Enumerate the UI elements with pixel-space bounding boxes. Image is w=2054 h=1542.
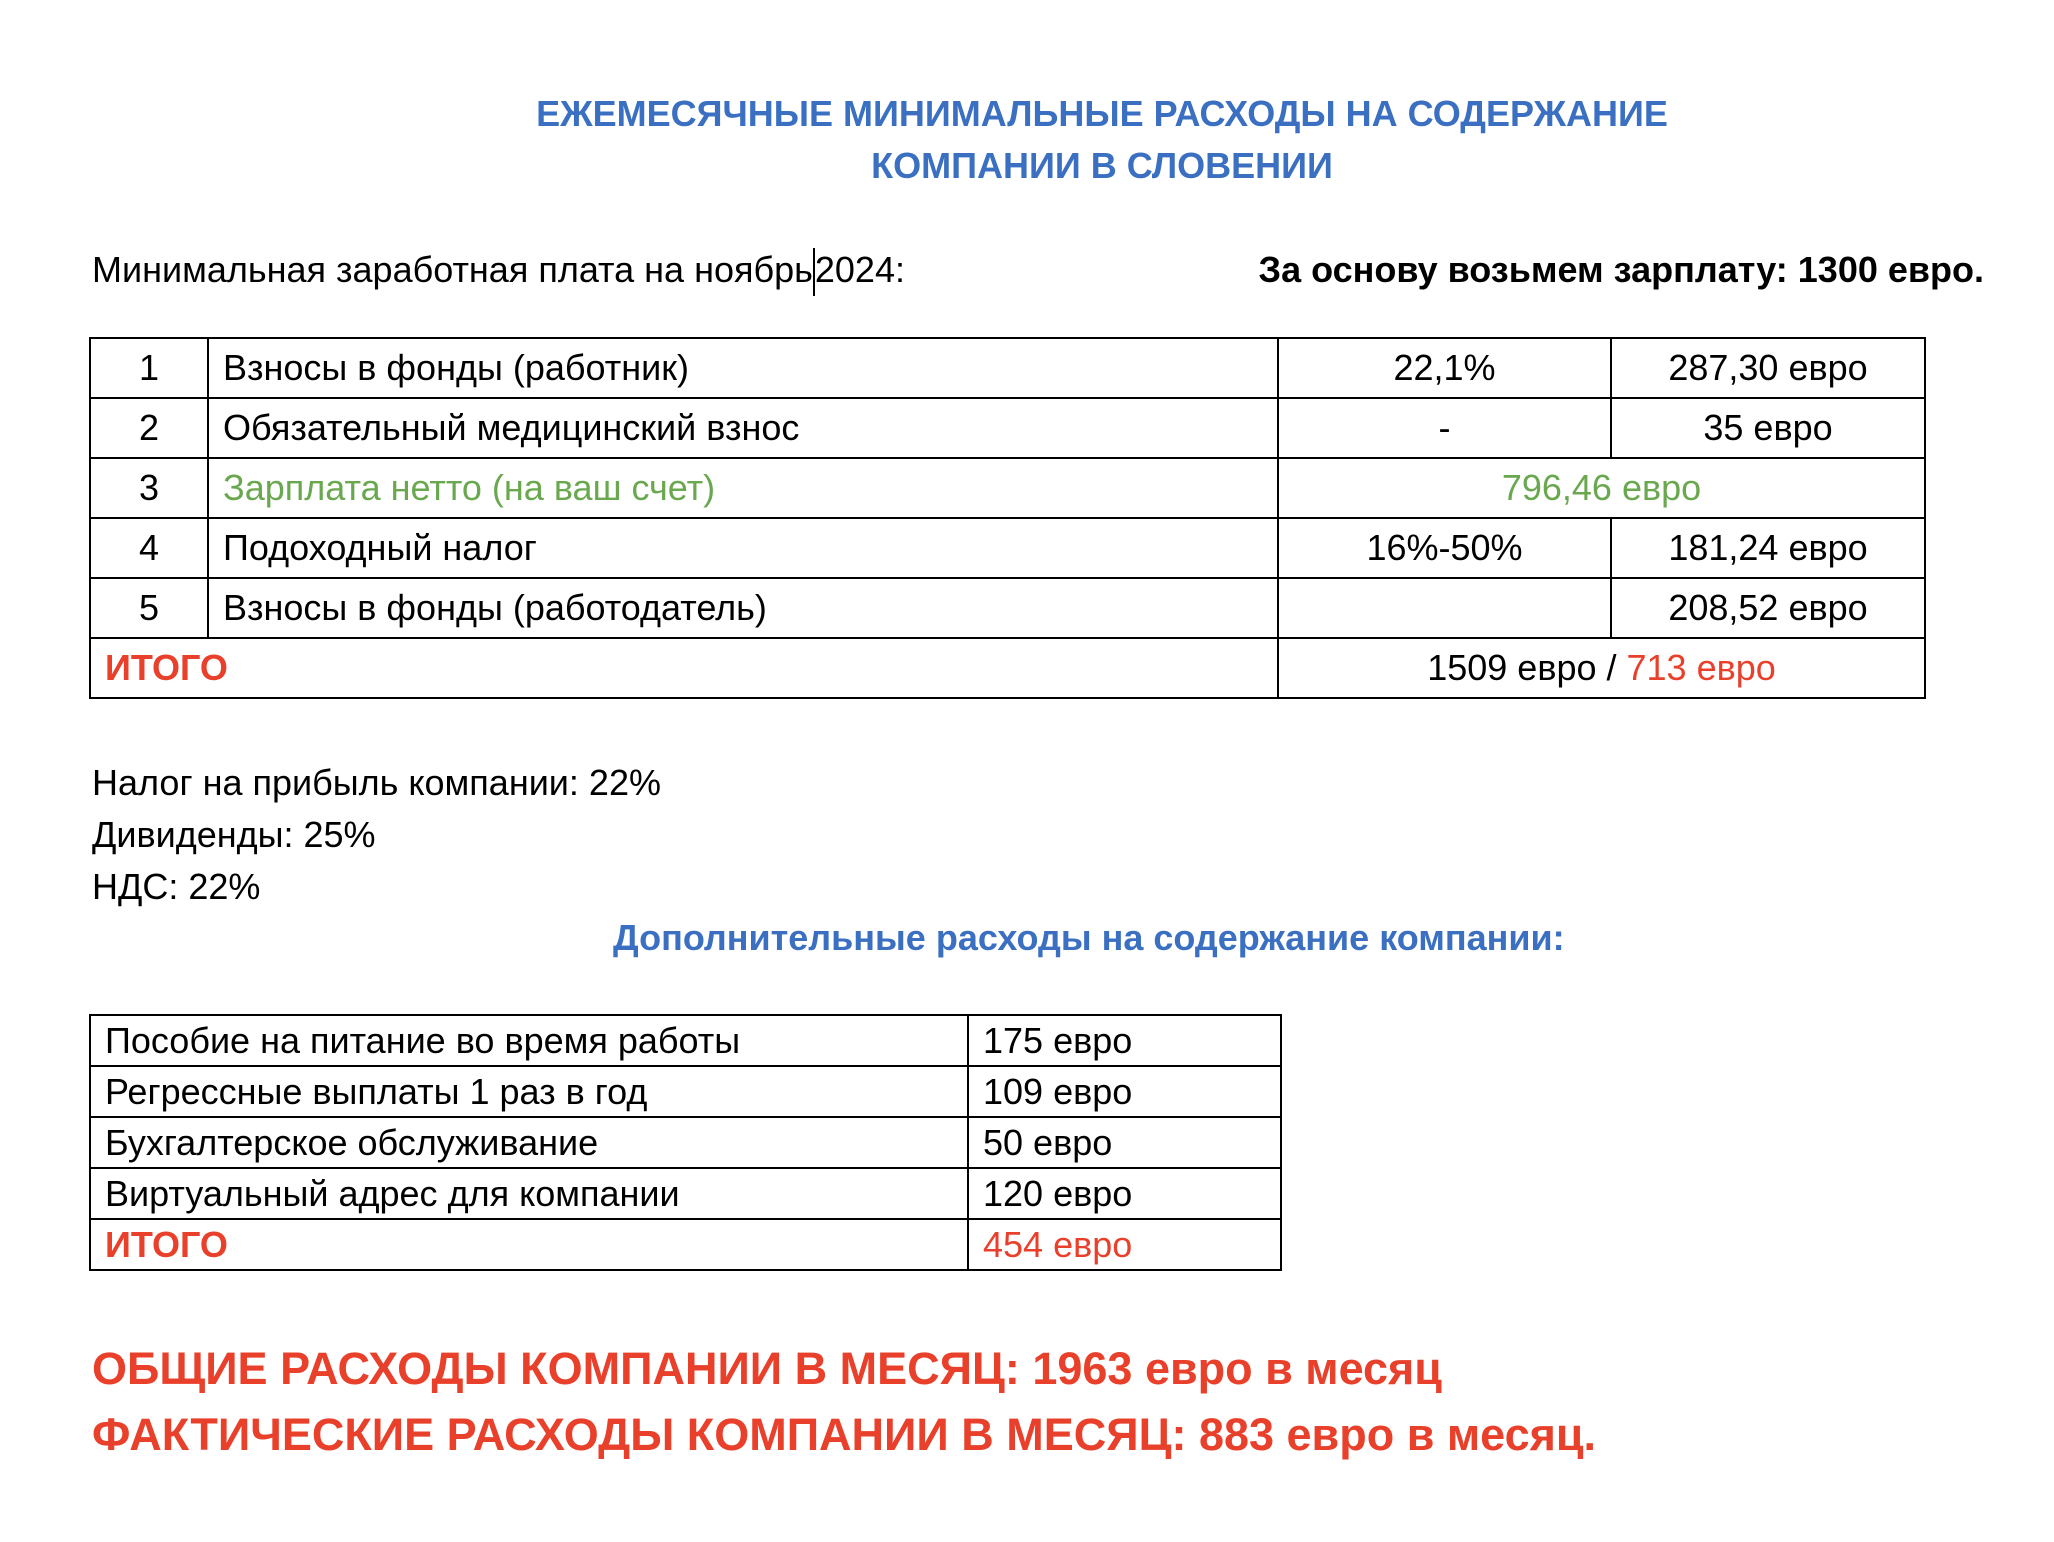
row-name: Обязательный медицинский взнос (208, 398, 1278, 458)
row-amount: 287,30 евро (1611, 338, 1925, 398)
total-value (1278, 638, 1925, 698)
total-main: 1509 евро (1427, 647, 1597, 688)
expense-label: Виртуальный адрес для компании (90, 1168, 968, 1219)
row-percent: 16%-50% (1278, 518, 1611, 578)
title-line-1: ЕЖЕМЕСЯЧНЫЕ МИНИМАЛЬНЫЕ РАСХОДЫ НА СОДЕРЖАНИЕ (536, 93, 1668, 134)
row-name: Взносы в фонды (работодатель) (208, 578, 1278, 638)
table-row (90, 1117, 1281, 1168)
row-percent (1278, 578, 1611, 638)
total-alt: 713 евро (1626, 647, 1776, 688)
row-name: Зарплата нетто (на ваш счет) (208, 458, 1278, 518)
row-number: 4 (90, 518, 208, 578)
table-row (90, 1015, 1281, 1066)
summary (92, 1336, 1596, 1468)
row-amount: 35 евро (1611, 398, 1925, 458)
table-row (90, 338, 1925, 398)
expense-value: 50 евро (968, 1117, 1281, 1168)
expense-label: Регрессные выплаты 1 раз в год (90, 1066, 968, 1117)
row-percent: - (1278, 398, 1611, 458)
min-wage-text: Минимальная заработная плата на ноябрь (92, 249, 813, 290)
row-amount: 181,24 евро (1611, 518, 1925, 578)
base-salary-note: За основу возьмем зарплату: 1300 евро. (1258, 249, 1984, 290)
expense-label: Бухгалтерское обслуживание (90, 1117, 968, 1168)
row-name: Взносы в фонды (работник) (208, 338, 1278, 398)
document-title (0, 88, 2054, 192)
row-number: 1 (90, 338, 208, 398)
profit-tax: Налог на прибыль компании: 22% (92, 762, 661, 803)
vat: НДС: 22% (92, 866, 261, 907)
extra-expenses-table (89, 1014, 1282, 1271)
table-total-row (90, 638, 1925, 698)
table-row (90, 1168, 1281, 1219)
expense-value: 175 евро (968, 1015, 1281, 1066)
actual-monthly-expenses: ФАКТИЧЕСКИЕ РАСХОДЫ КОМПАНИИ В МЕСЯЦ: 883 евро в месяц. (92, 1409, 1597, 1460)
expense-value: 120 евро (968, 1168, 1281, 1219)
tax-info (92, 757, 661, 913)
min-wage-year: 2024: (814, 249, 905, 290)
table-row (90, 1066, 1281, 1117)
row-name: Подоходный налог (208, 518, 1278, 578)
row-number: 3 (90, 458, 208, 518)
row-amount: 796,46 евро (1278, 458, 1925, 518)
row-number: 2 (90, 398, 208, 458)
expense-value: 109 евро (968, 1066, 1281, 1117)
table-row (90, 578, 1925, 638)
row-number: 5 (90, 578, 208, 638)
total-value: 454 евро (968, 1219, 1281, 1270)
title-line-2: КОМПАНИИ В СЛОВЕНИИ (871, 145, 1333, 186)
table-row (90, 398, 1925, 458)
table-row (90, 458, 1925, 518)
dividends-tax: Дивиденды: 25% (92, 814, 376, 855)
min-wage-line (92, 246, 905, 296)
total-label: ИТОГО (90, 638, 1278, 698)
row-percent: 22,1% (1278, 338, 1611, 398)
total-label: ИТОГО (90, 1219, 968, 1270)
row-amount: 208,52 евро (1611, 578, 1925, 638)
table-row (90, 518, 1925, 578)
total-separator: / (1596, 647, 1627, 688)
section-subtitle: Дополнительные расходы на содержание компании: (613, 917, 1565, 958)
table-total-row (90, 1219, 1281, 1270)
salary-table (89, 337, 1926, 699)
total-monthly-expenses: ОБЩИЕ РАСХОДЫ КОМПАНИИ В МЕСЯЦ: 1963 евро в месяц (92, 1343, 1442, 1394)
expense-label: Пособие на питание во время работы (90, 1015, 968, 1066)
